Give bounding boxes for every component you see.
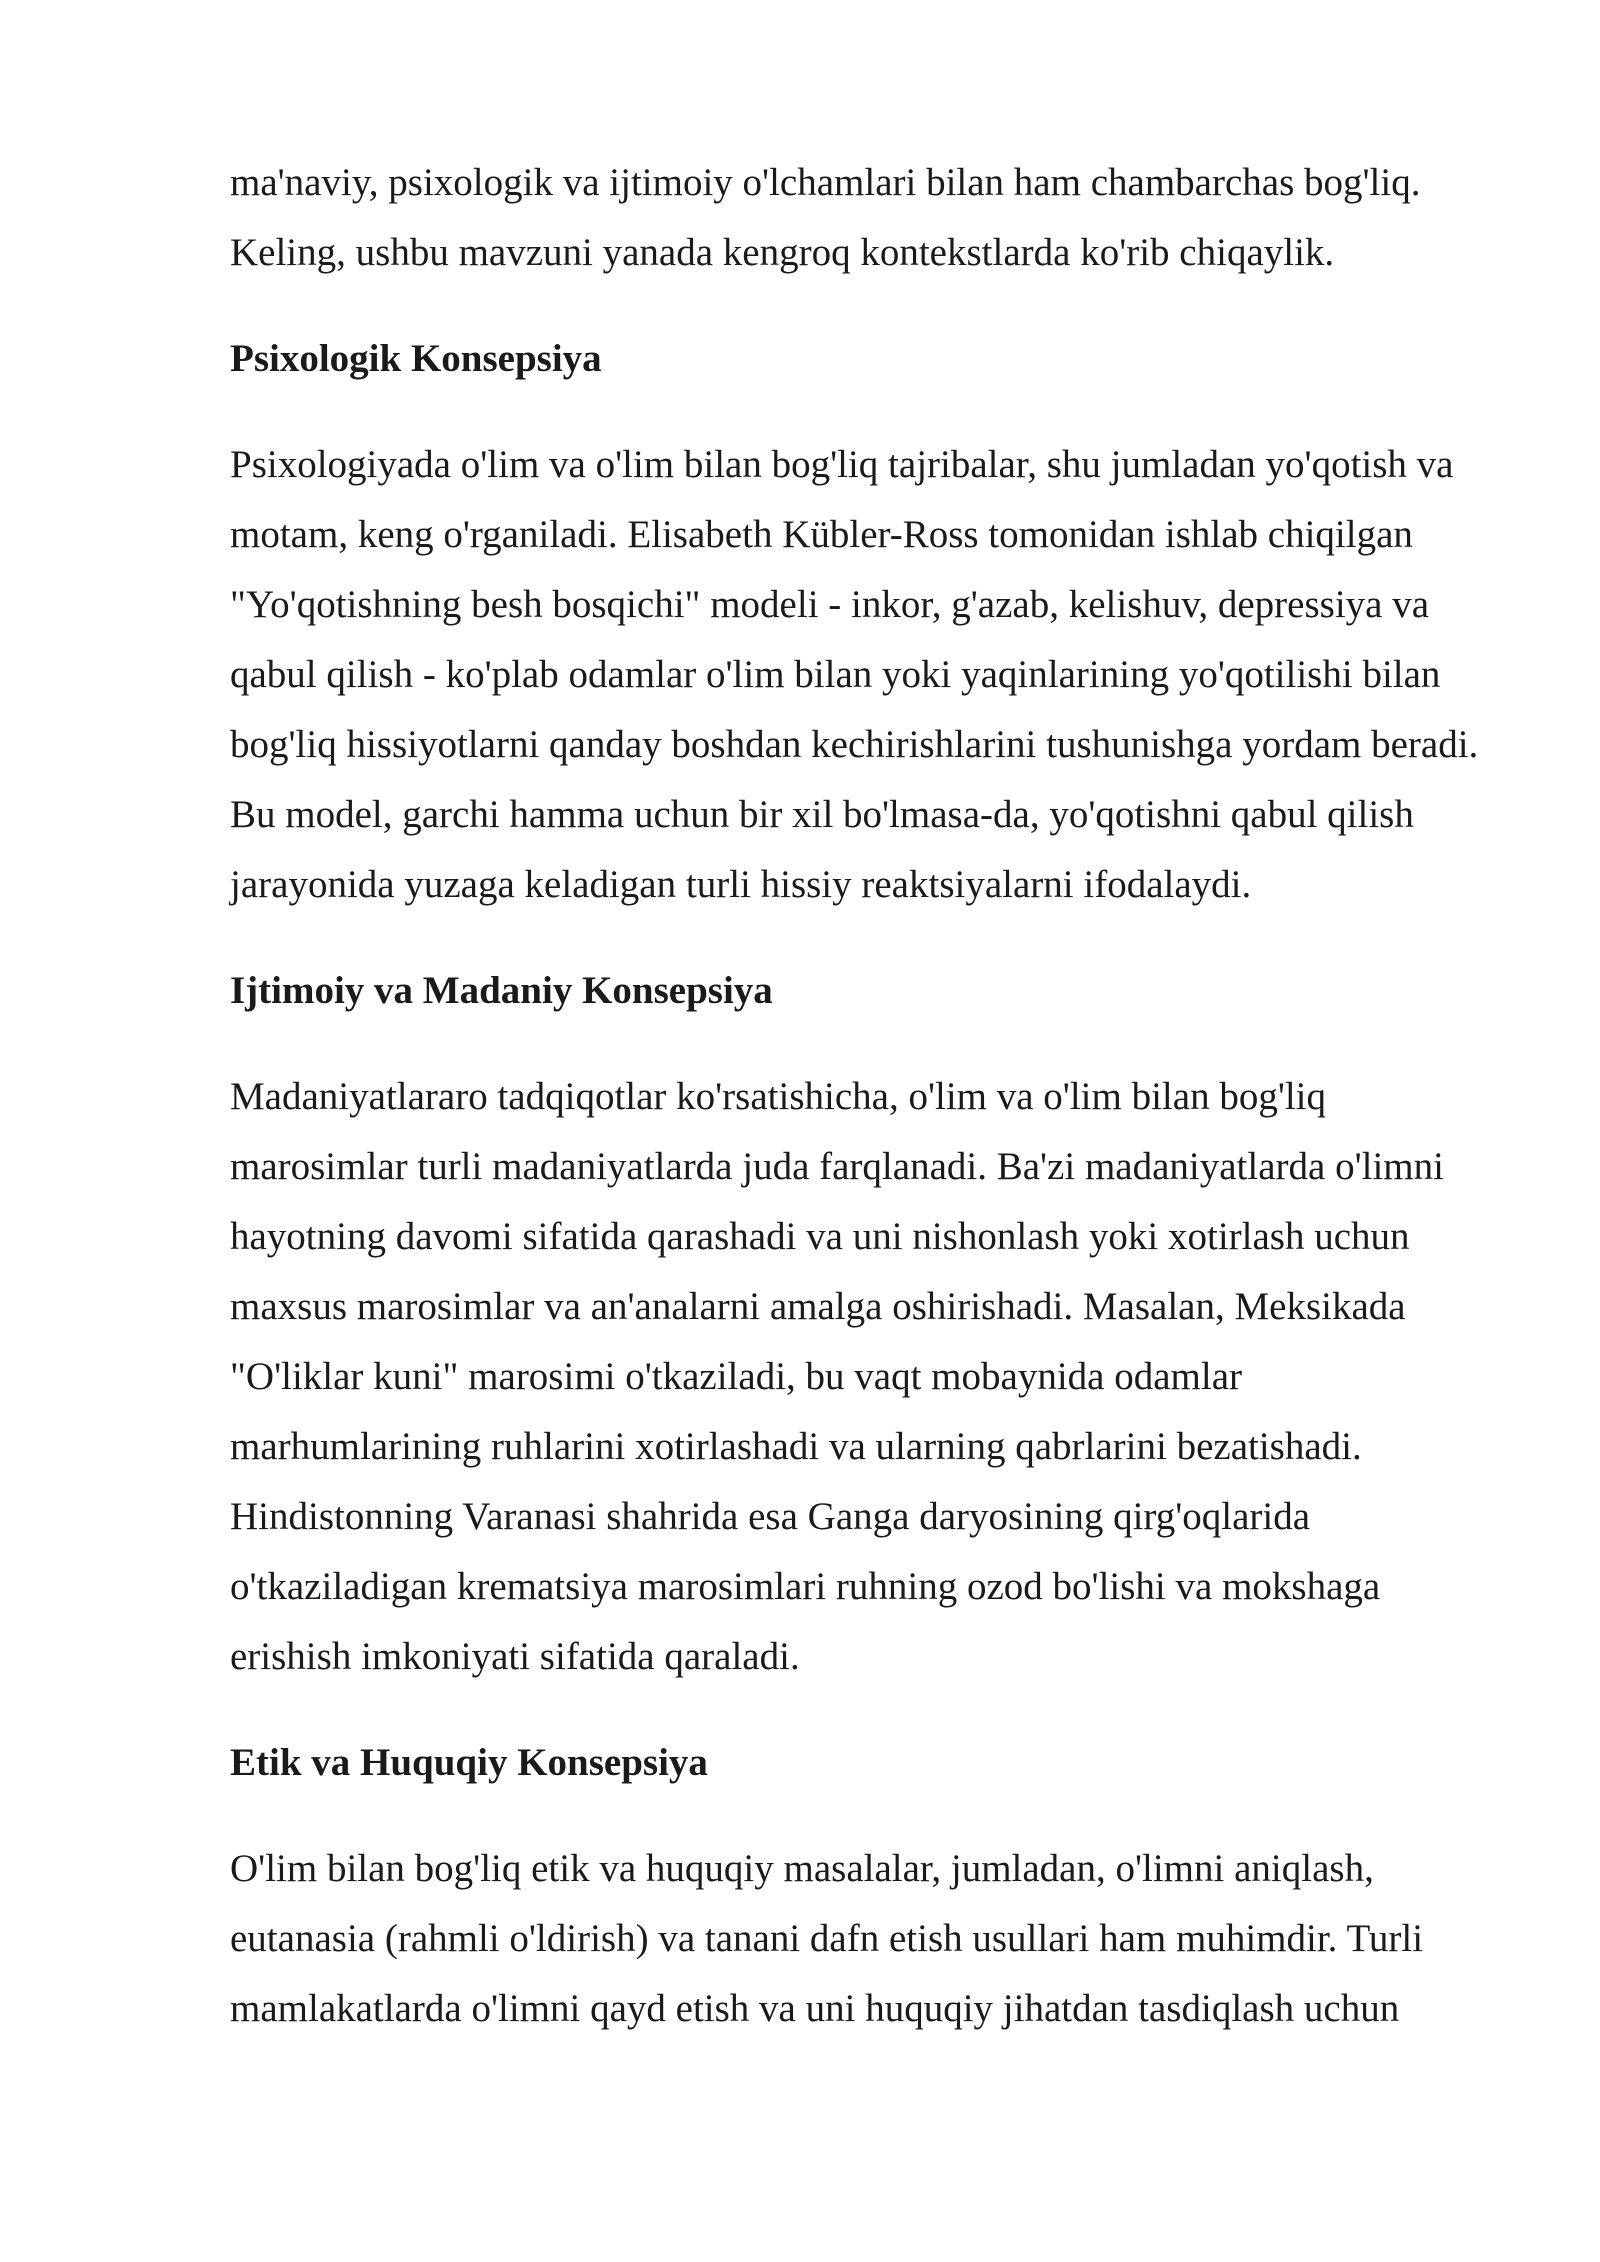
section-paragraph-etik-huquqiy: O'lim bilan bog'liq etik va huquqiy masalalar, jumladan, o'limni aniqlash, eutanasia (rahmli o'ldirish) va tanani dafn etish usullari ham muhimdir. Turli mamlakatlarda o'limni qayd etish va uni huquqiy jihatdan tasdiqlash uchun [230, 1847, 1424, 2030]
section-heading-ijtimoiy-madaniy: Ijtimoiy va Madaniy Konsepsiya [230, 969, 773, 1012]
section-heading-etik-huquqiy: Etik va Huquqiy Konsepsiya [230, 1741, 708, 1784]
section-paragraph-psixologik: Psixologiyada o'lim va o'lim bilan bog'liq tajribalar, shu jumladan yo'qotish va motam, keng o'rganiladi. Elisabeth Kübler-Ross tomonidan ishlab chiqilgan "Yo'qotishning besh bosqichi" modeli - inkor, g'azab, kelishuv, depressiya va qabul qilish - ko'plab odamlar o'lim bilan yoki yaqinlarining yo'qotilishi bilan bog'liq hissiyotlarni qanday boshdan kechirishlarini tushunishga yordam beradi. Bu model, garchi hamma uchun bir xil bo'lmasa-da, yo'qotishni qabul qilish jarayonida yuzaga keladigan turli hissiy reaktsiyalarni ifodalaydi. [230, 443, 1479, 906]
intro-paragraph: ma'naviy, psixologik va ijtimoiy o'lchamlari bilan ham chambarchas bog'liq. Keling, ushbu mavzuni yanada kengroq kontekstlarda ko'rib chiqaylik. [230, 161, 1421, 274]
section-heading-psixologik: Psixologik Konsepsiya [230, 337, 602, 380]
document-body [230, 148, 1500, 2044]
section-paragraph-ijtimoiy-madaniy: Madaniyatlararo tadqiqotlar ko'rsatishicha, o'lim va o'lim bilan bog'liq marosimlar turli madaniyatlarda juda farqlanadi. Ba'zi madaniyatlarda o'limni hayotning davomi sifatida qarashadi va uni nishonlash yoki xotirlash uchun maxsus marosimlar va an'analarni amalga oshirishadi. Masalan, Meksikada "O'liklar kuni" marosimi o'tkaziladi, bu vaqt mobaynida odamlar marhumlarining ruhlarini xotirlashadi va ularning qabrlarini bezatishadi. Hindistonning Varanasi shahrida esa Ganga daryosining qirg'oqlarida o'tkaziladigan krematsiya marosimlari ruhning ozod bo'lishi va mokshaga erishish imkoniyati sifatida qaraladi. [230, 1075, 1444, 1678]
